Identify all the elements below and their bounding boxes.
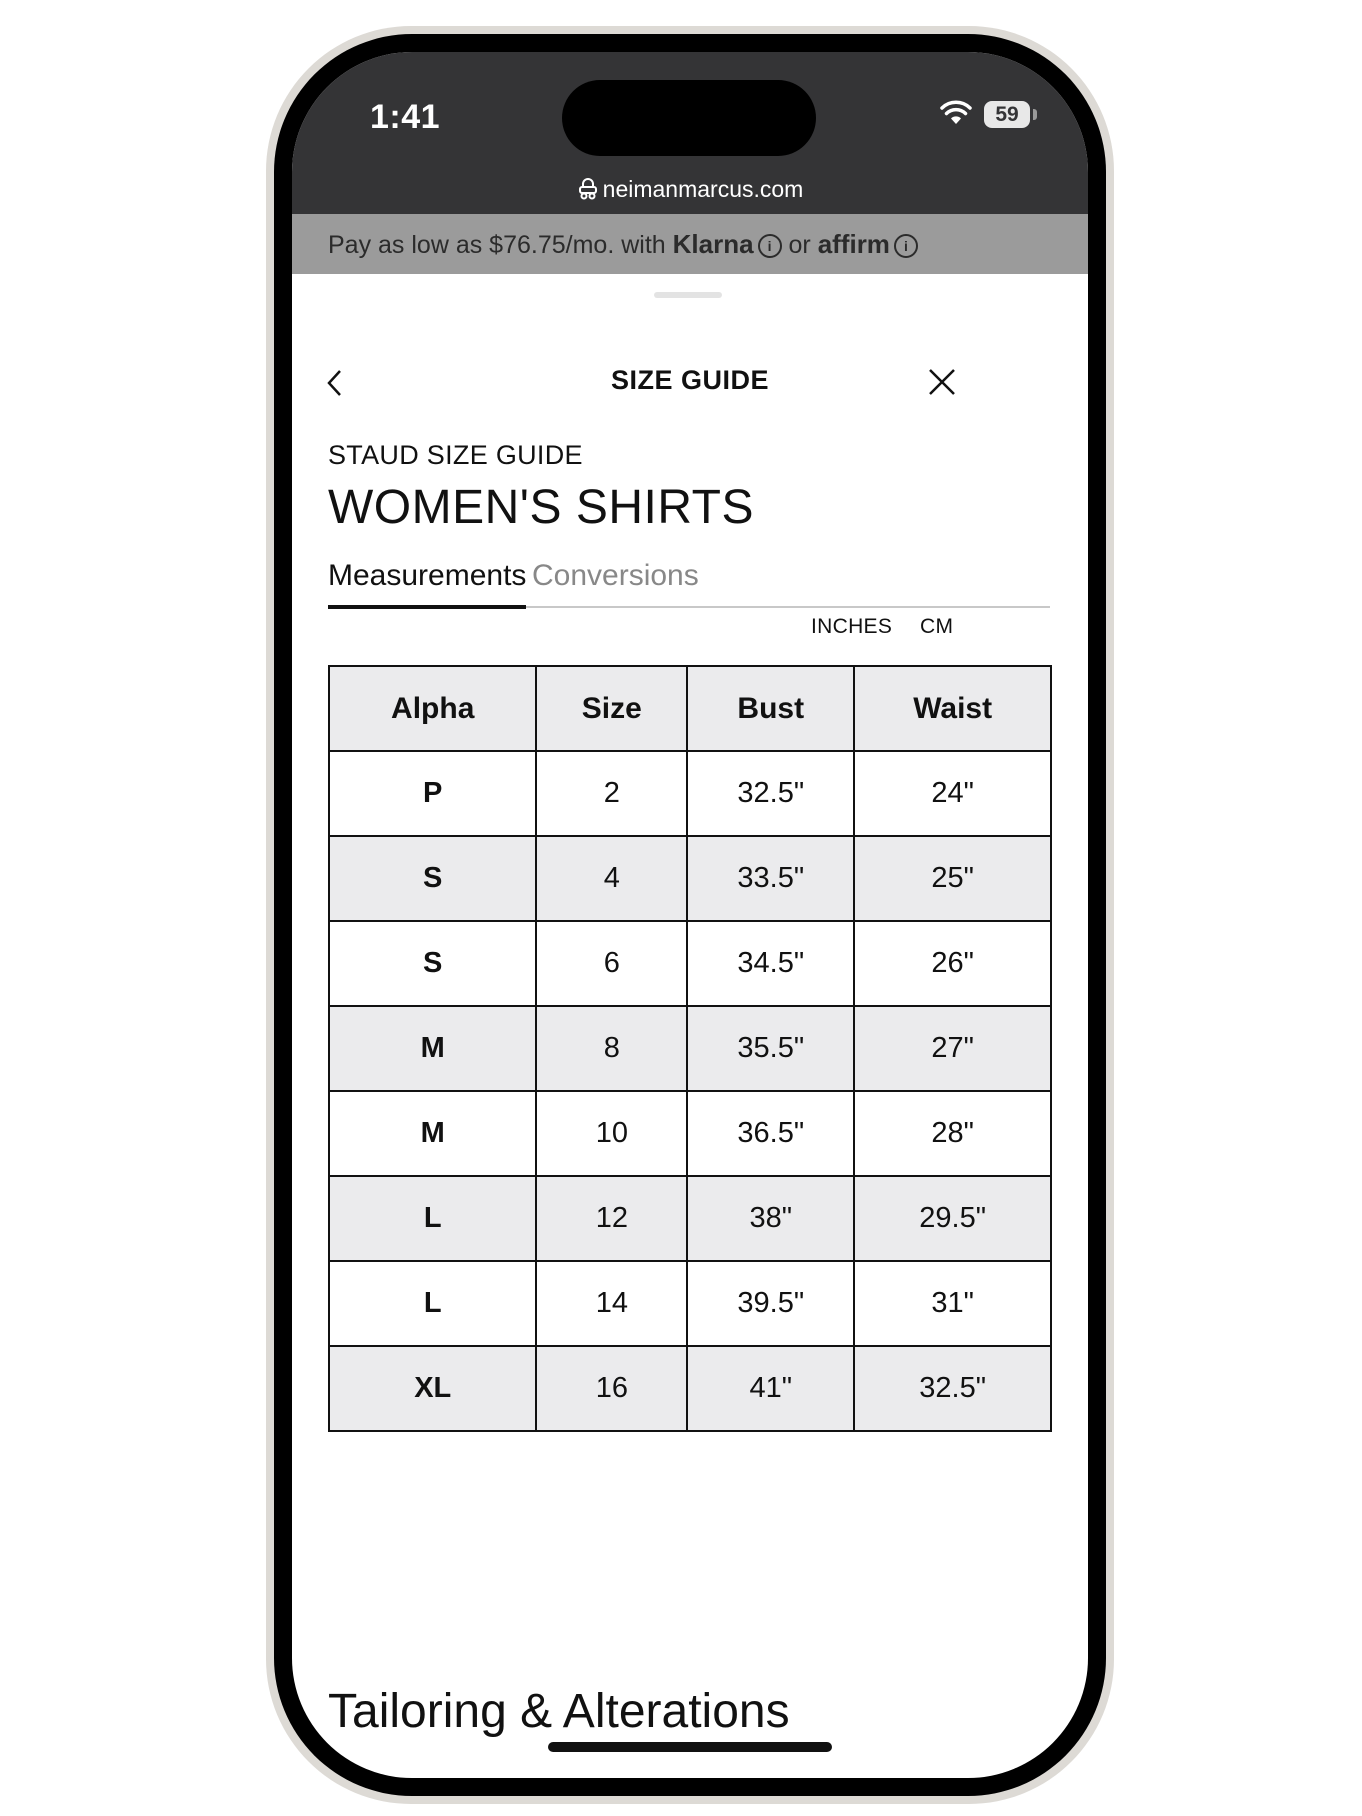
cell-size: 16: [536, 1346, 687, 1431]
cell-size: 6: [536, 921, 687, 1006]
phone-screen: [292, 52, 1088, 1778]
cell-size: 12: [536, 1176, 687, 1261]
cell-alpha: S: [329, 921, 536, 1006]
tailoring-heading: Tailoring & Alterations: [328, 1685, 790, 1738]
financing-text: Pay as low as $76.75/mo. with: [328, 231, 666, 259]
cell-waist: 28": [854, 1091, 1051, 1176]
cell-alpha: P: [329, 751, 536, 836]
column-header-alpha: Alpha: [329, 666, 536, 751]
cell-alpha: M: [329, 1091, 536, 1176]
cell-size: 14: [536, 1261, 687, 1346]
sheet-grabber[interactable]: [654, 292, 722, 298]
table-row: [329, 1091, 1051, 1176]
battery-level: 59: [995, 103, 1019, 126]
column-header-bust: Bust: [687, 666, 854, 751]
cell-alpha: S: [329, 836, 536, 921]
cell-bust: 36.5": [687, 1091, 854, 1176]
financing-banner: [292, 214, 1088, 274]
url-text: neimanmarcus.com: [602, 176, 804, 202]
klarna-info-icon[interactable]: i: [758, 234, 782, 258]
battery-icon: [984, 101, 1030, 128]
cell-size: 4: [536, 836, 687, 921]
cell-size: 10: [536, 1091, 687, 1176]
cell-bust: 33.5": [687, 836, 854, 921]
cell-bust: 39.5": [687, 1261, 854, 1346]
affirm-info-icon[interactable]: i: [894, 234, 918, 258]
battery-cap: [1033, 109, 1037, 120]
tab-bar: [328, 556, 1050, 608]
cell-waist: 24": [854, 751, 1051, 836]
cell-alpha: L: [329, 1176, 536, 1261]
table-row: [329, 1006, 1051, 1091]
table-row: [329, 836, 1051, 921]
column-header-size: Size: [536, 666, 687, 751]
lock-icon: [577, 178, 599, 200]
cell-bust: 41": [687, 1346, 854, 1431]
status-bar: [292, 52, 1088, 214]
affirm-logo: affirm: [817, 229, 890, 259]
unit-cm-toggle[interactable]: CM: [920, 615, 954, 638]
klarna-logo: Klarna: [672, 229, 754, 259]
close-icon[interactable]: [928, 368, 956, 396]
unit-inches-toggle[interactable]: INCHES: [811, 615, 893, 638]
cell-size: 8: [536, 1006, 687, 1091]
brand-size-guide-label: STAUD SIZE GUIDE: [328, 440, 583, 470]
financing-or: or: [788, 231, 811, 259]
table-header-row: [329, 666, 1051, 751]
column-header-waist: Waist: [854, 666, 1051, 751]
table-row: [329, 751, 1051, 836]
table-row: [329, 1176, 1051, 1261]
cell-size: 2: [536, 751, 687, 836]
table-row: [329, 921, 1051, 1006]
table-row: [329, 1261, 1051, 1346]
cell-bust: 32.5": [687, 751, 854, 836]
sheet-title: SIZE GUIDE: [610, 365, 770, 395]
cell-waist: 27": [854, 1006, 1051, 1091]
cell-waist: 25": [854, 836, 1051, 921]
cell-alpha: M: [329, 1006, 536, 1091]
cell-waist: 26": [854, 921, 1051, 1006]
status-time: 1:41: [370, 98, 441, 136]
size-table: [328, 665, 1052, 1432]
cell-alpha: XL: [329, 1346, 536, 1431]
home-indicator[interactable]: [548, 1742, 832, 1752]
cell-waist: 29.5": [854, 1176, 1051, 1261]
tab-conversions[interactable]: Conversions: [532, 559, 699, 592]
tab-measurements[interactable]: Measurements: [328, 556, 526, 606]
page-title: WOMEN'S SHIRTS: [328, 481, 754, 534]
cell-bust: 35.5": [687, 1006, 854, 1091]
address-bar[interactable]: [292, 176, 1088, 203]
cell-alpha: L: [329, 1261, 536, 1346]
wifi-icon: [940, 100, 972, 126]
cell-waist: 32.5": [854, 1346, 1051, 1431]
cell-bust: 38": [687, 1176, 854, 1261]
cell-waist: 31": [854, 1261, 1051, 1346]
cell-bust: 34.5": [687, 921, 854, 1006]
table-row: [329, 1346, 1051, 1431]
dynamic-island: [562, 80, 816, 156]
